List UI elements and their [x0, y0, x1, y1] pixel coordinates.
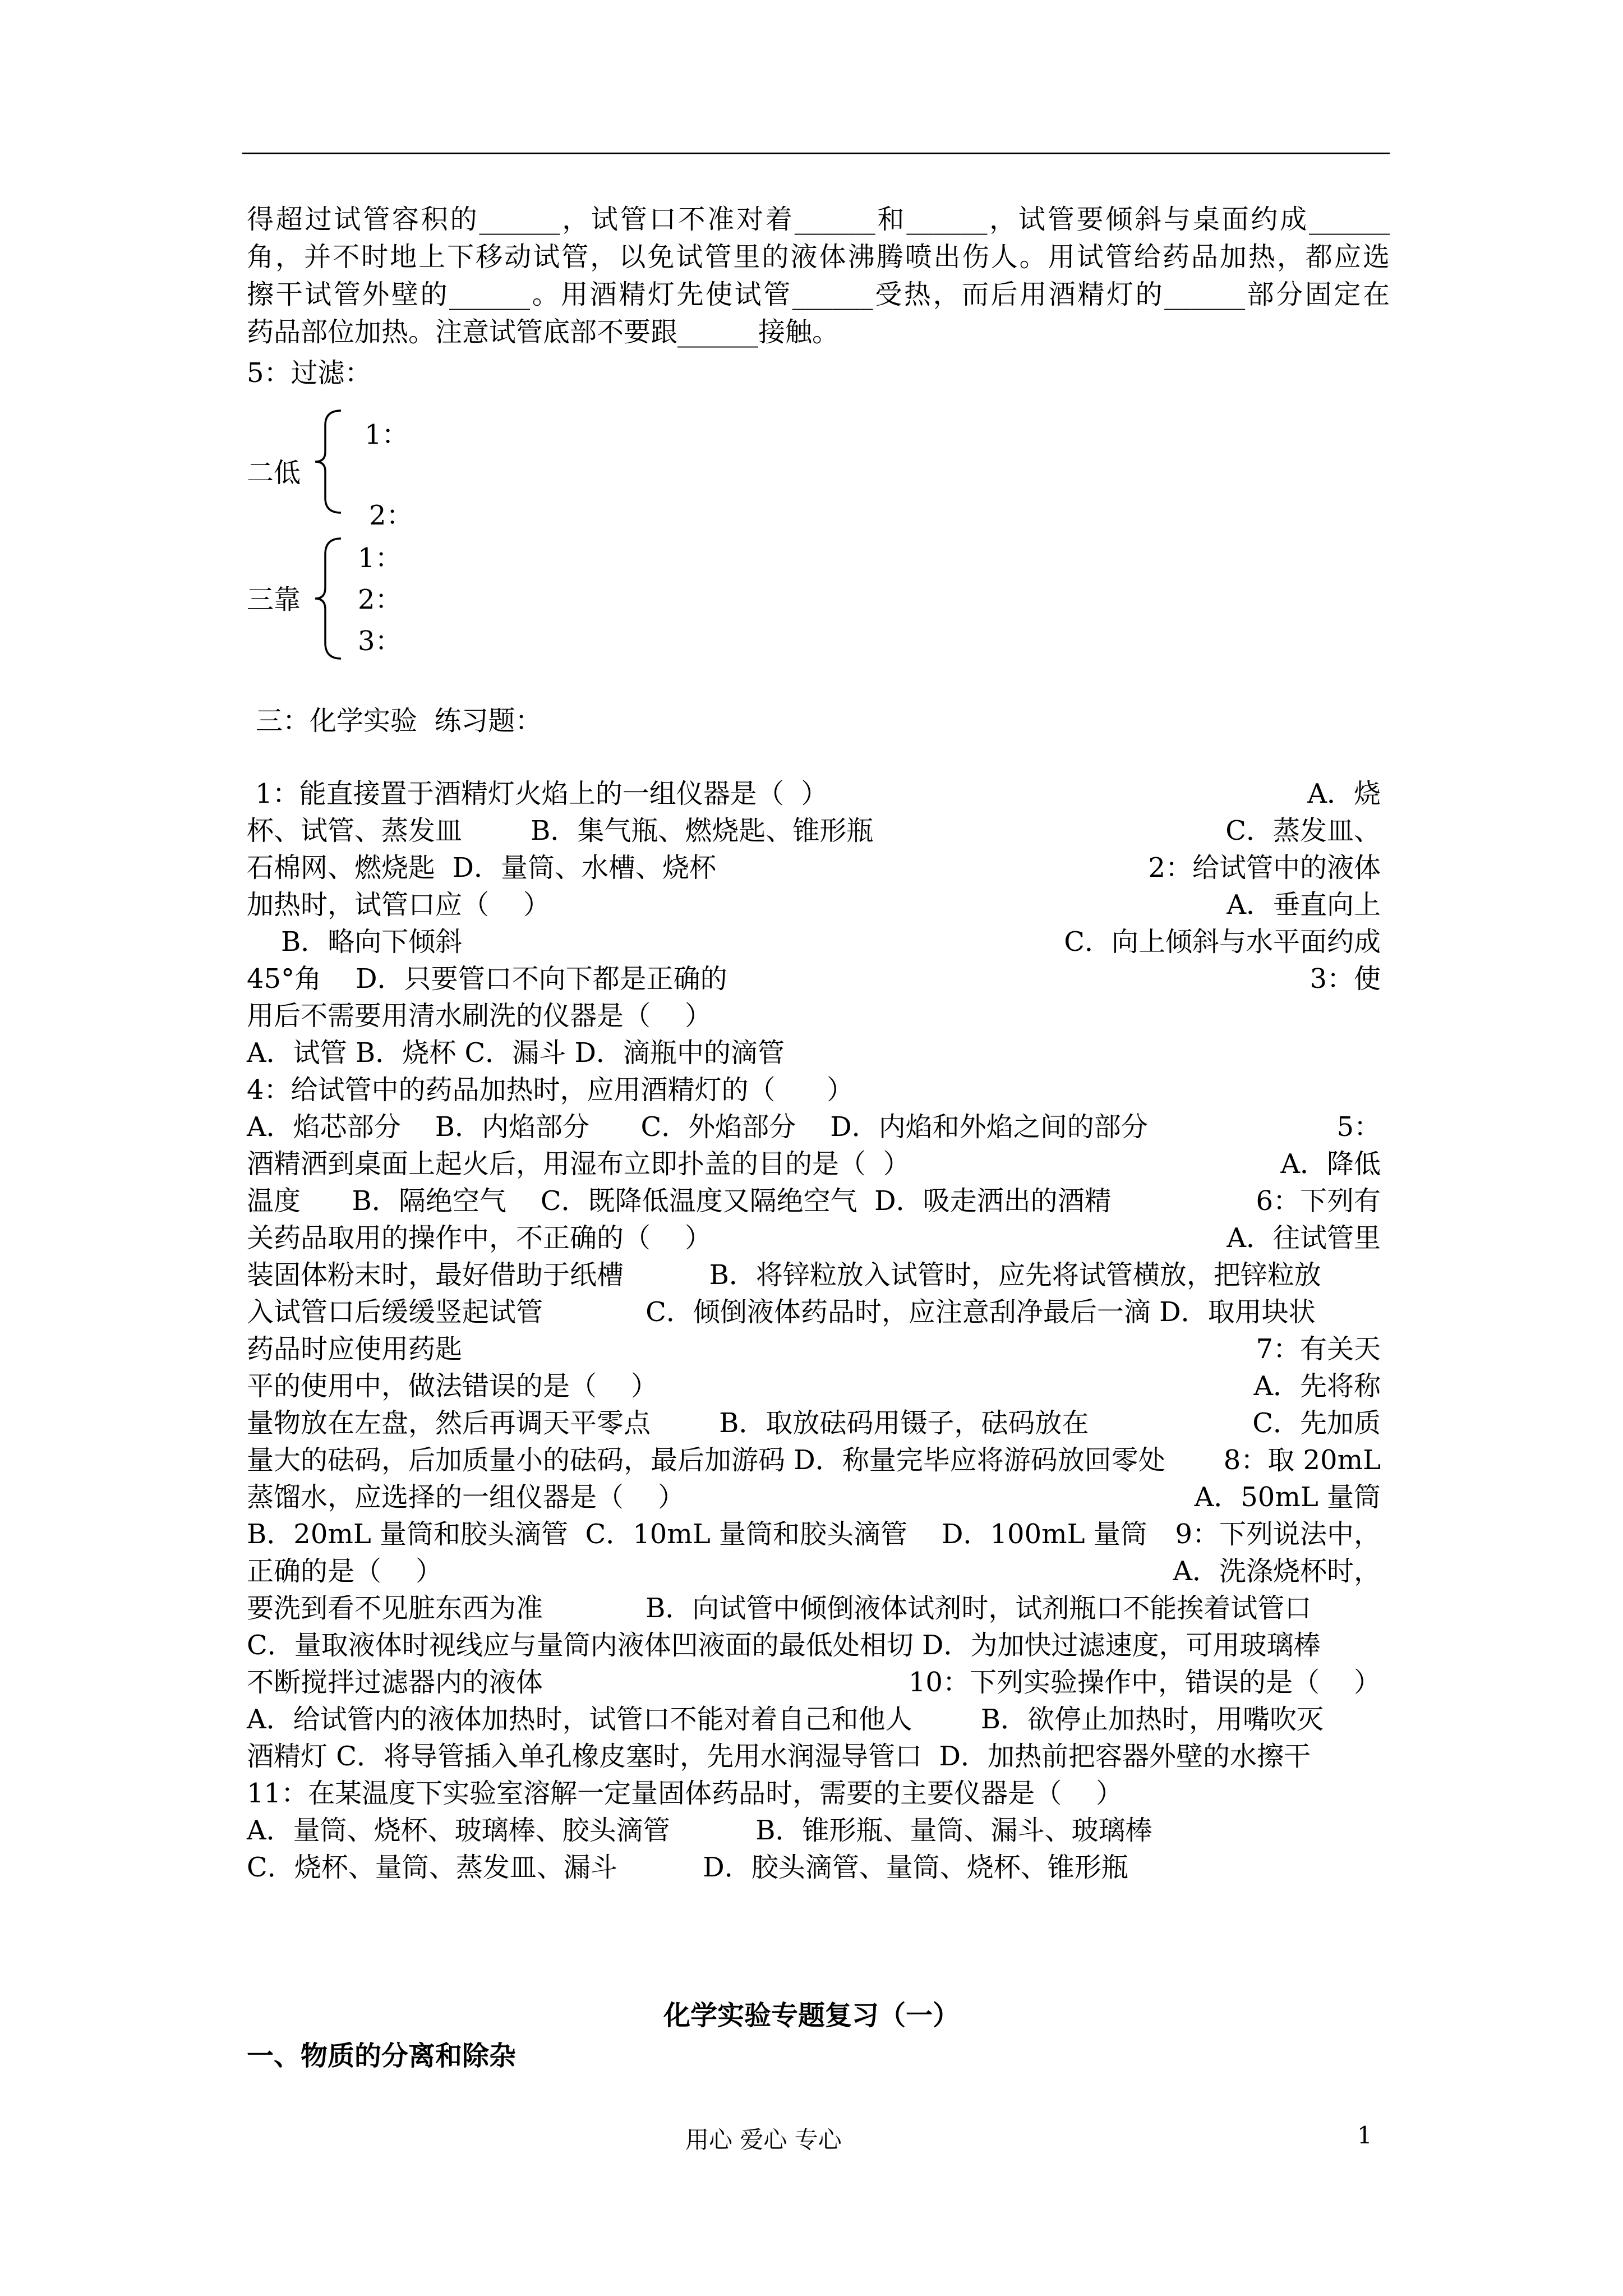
page-number: 1: [1357, 2122, 1372, 2149]
exercise-line: A．试管 B．烧杯 C．漏斗 D．滴瓶中的滴管: [247, 1037, 785, 1069]
exercise-line: B．20mL 量筒和胶头滴管 C．10mL 量筒和胶头滴管 D．100mL 量筒: [247, 1519, 1147, 1550]
exercise-line-option: A．先将称: [1253, 1370, 1381, 1402]
exercise-line: 4：给试管中的药品加热时，应用酒精灯的（ ）: [247, 1074, 854, 1106]
three-lean-label: 三靠: [247, 584, 301, 615]
two-low-label: 二低: [247, 457, 301, 489]
exercise-line: A．给试管内的液体加热时，试管口不能对着自己和他人 B．欲停止加热时，用嘴吹灭: [247, 1704, 1324, 1735]
paragraph-line-2: 角，并不时地上下移动试管，以免试管里的液体沸腾喷出伤人。用试管给药品加热，都应选: [247, 241, 1390, 273]
review-section-heading: 一、物质的分离和除杂: [247, 2040, 517, 2072]
exercise-line: 石棉网、燃烧匙 D．量筒、水槽、烧杯: [247, 852, 717, 884]
exercise-line: C．量取液体时视线应与量筒内液体凹液面的最低处相切 D．为加快过滤速度，可用玻璃棒: [247, 1630, 1321, 1661]
exercise-line: 1：能直接置于酒精灯火焰上的一组仪器是（ ）: [247, 778, 828, 809]
exercise-line: 量物放在左盘，然后再调天平零点 B．取放砝码用镊子，砝码放在: [247, 1407, 1089, 1439]
footer-motto: 用心 爱心 专心: [685, 2126, 842, 2154]
exercise-line: 入试管口后缓缓竖起试管 C．倾倒液体药品时，应注意刮净最后一滴 D．取用块状: [247, 1296, 1316, 1328]
exercise-line-option: A．降低: [1280, 1148, 1381, 1180]
exercise-line: 酒精洒到桌面上起火后，用湿布立即扑盖的目的是（ ）: [247, 1148, 910, 1180]
exercise-line-option: A．垂直向上: [1227, 889, 1381, 921]
exercise-line: 酒精灯 C．将导管插入单孔橡皮塞时，先用水润湿导管口 D．加热前把容器外壁的水擦干: [247, 1741, 1311, 1772]
exercise-line: A．量筒、烧杯、玻璃棒、胶头滴管 B．锥形瓶、量筒、漏斗、玻璃棒: [247, 1815, 1152, 1846]
exercise-line: 量大的砝码，后加质量小的砝码，最后加游码 D．称量完毕应将游码放回零处: [247, 1444, 1165, 1476]
exercise-line: 蒸馏水，应选择的一组仪器是（ ）: [247, 1481, 685, 1513]
exercise-line-option: 5：: [1336, 1111, 1381, 1143]
exercise-line: 要洗到看不见脏东西为准 B．向试管中倾倒液体试剂时，试剂瓶口不能挨着试管口: [247, 1593, 1312, 1624]
exercise-line-option: 9：下列说法中，: [1175, 1519, 1381, 1550]
three-lean-item-3: 3：: [358, 625, 402, 657]
exercise-line: 温度 B．隔绝空气 C．既降低温度又隔绝空气 D．吸走洒出的酒精: [247, 1185, 1112, 1217]
paragraph-line-3: 擦干试管外壁的______。用酒精灯先使试管______受热，而后用酒精灯的______部分固定在: [247, 279, 1390, 310]
exercise-line-option: A．烧: [1307, 778, 1381, 809]
exercise-line: 正确的是（ ）: [247, 1556, 443, 1587]
exercise-line: 装固体粉末时，最好借助于纸槽 B．将锌粒放入试管时，应先将试管横放，把锌粒放: [247, 1259, 1321, 1291]
exercise-line-option: 8：取 20mL: [1223, 1444, 1381, 1476]
exercise-line: A．焰芯部分 B．内焰部分 C．外焰部分 D．内焰和外焰之间的部分: [247, 1111, 1148, 1143]
exercise-line-option: A．50mL 量筒: [1194, 1481, 1381, 1513]
two-low-item-2: 2：: [369, 500, 413, 531]
exercise-line-option: A．往试管里: [1227, 1222, 1381, 1254]
header-rule: [242, 153, 1390, 154]
exercise-line-option: C．先加质: [1252, 1407, 1381, 1439]
exercise-line-option: A．洗涤烧杯时，: [1173, 1556, 1381, 1587]
exercise-line: 45°角 D．只要管口不向下都是正确的: [247, 963, 727, 995]
left-brace-icon: [312, 408, 345, 515]
exercise-line-option: C．蒸发皿、: [1225, 815, 1381, 846]
three-lean-item-2: 2：: [358, 584, 402, 615]
exercise-line: 杯、试管、蒸发皿 B．集气瓶、燃烧匙、锥形瓶: [247, 815, 874, 846]
exercise-line: 不断搅拌过滤器内的液体: [247, 1667, 543, 1698]
exercise-line-option: 7：有关天: [1256, 1333, 1381, 1365]
two-low-item-1: 1：: [365, 419, 409, 450]
exercise-line-option: 6：下列有: [1256, 1185, 1381, 1217]
review-title: 化学实验专题复习（一）: [663, 2000, 960, 2031]
exercise-line: B．略向下倾斜: [247, 926, 463, 958]
section-heading: 三：化学实验 练习题：: [256, 705, 542, 737]
exercise-line: 平的使用中，做法错误的是（ ）: [247, 1370, 658, 1402]
paragraph-line-4: 药品部位加热。注意试管底部不要跟______接触。: [247, 316, 840, 348]
left-brace-icon: [312, 536, 345, 661]
exercise-line: 11：在某温度下实验室溶解一定量固体药品时，需要的主要仪器是（ ）: [247, 1778, 1123, 1809]
exercise-line: 用后不需要用清水刷洗的仪器是（ ）: [247, 1000, 712, 1032]
three-lean-item-1: 1：: [358, 542, 402, 574]
exercise-line: 加热时，试管口应（ ）: [247, 889, 551, 921]
exercise-line-option: C．向上倾斜与水平面约成: [1064, 926, 1381, 958]
exercise-line-option: 3：使: [1310, 963, 1381, 995]
paragraph-line-1: 得超过试管容积的______，试管口不准对着______和______，试管要倾斜与桌面约成______: [247, 204, 1390, 235]
exercise-line-option: 2：给试管中的液体: [1148, 852, 1381, 884]
exercise-line: 关药品取用的操作中，不正确的（ ）: [247, 1222, 712, 1254]
filter-heading: 5：过滤：: [247, 357, 372, 389]
exercise-line-option: 10：下列实验操作中，错误的是（ ）: [908, 1667, 1381, 1698]
exercise-line: C．烧杯、量筒、蒸发皿、漏斗 D．胶头滴管、量筒、烧杯、锥形瓶: [247, 1852, 1128, 1883]
exercise-line: 药品时应使用药匙: [247, 1333, 463, 1365]
